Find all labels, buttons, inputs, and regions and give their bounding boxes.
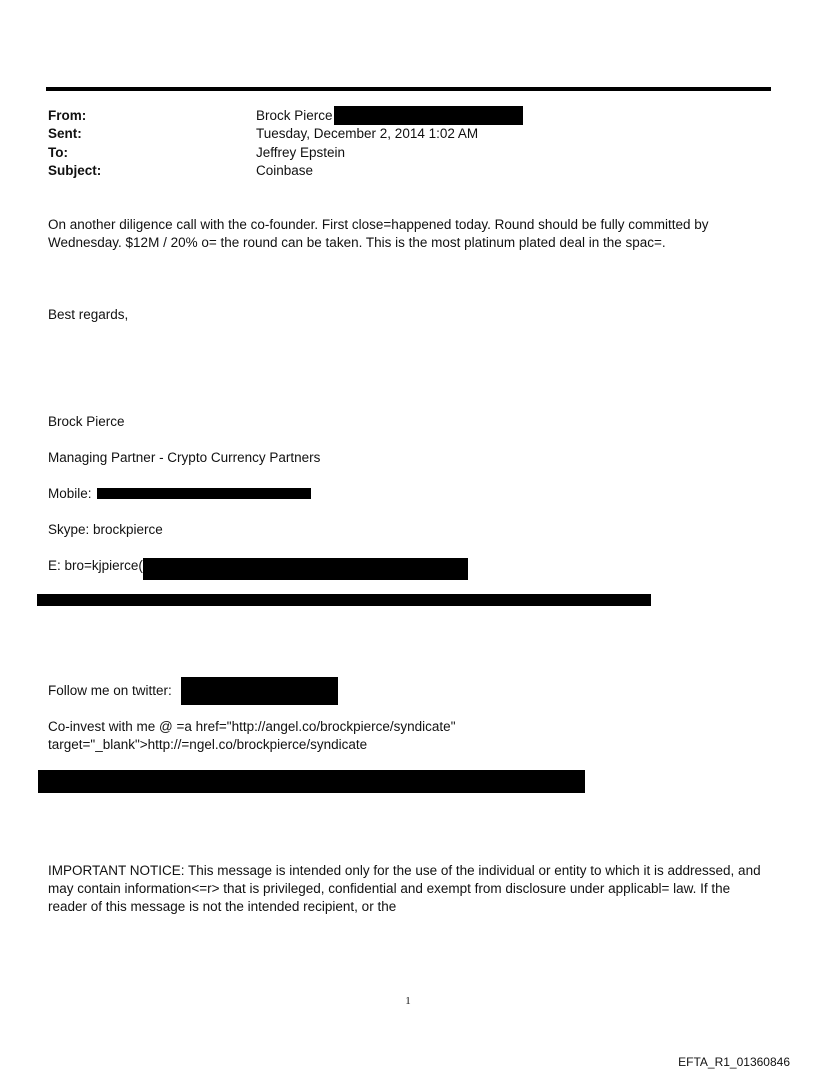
body-paragraph: On another diligence call with the co-founder. First close=happened today. Round should be fully committed by Wednesday. $12M / 20% o= the round can be taken. This is the most platinum plated deal in the spac=.: [48, 217, 709, 250]
bates-number: EFTA_R1_01360846: [678, 1055, 790, 1069]
header-rule: [46, 87, 771, 91]
from-value: Brock Pierce: [256, 108, 333, 123]
skype-line: Skype: brockpierce: [48, 522, 163, 537]
mobile-label: Mobile:: [48, 486, 92, 501]
twitter-label: Follow me on twitter:: [48, 683, 172, 698]
to-value: Jeffrey Epstein: [256, 145, 346, 160]
sent-value: Tuesday, December 2, 2014 1:02 AM: [256, 126, 479, 141]
redaction-email: [143, 558, 468, 580]
closing-line: Best regards,: [48, 307, 129, 322]
to-label: To:: [48, 145, 68, 160]
from-label: From:: [48, 108, 87, 123]
important-notice: IMPORTANT NOTICE: This message is intended only for the use of the individual or entity to which it is addressed, and may contain information<=r> that is privileged, confidential and exempt from disclosure under applicabl= law. If the reader of this message is not the intended recipient, or the: [48, 863, 761, 914]
signature-name: Brock Pierce: [48, 414, 125, 429]
subject-value: Coinbase: [256, 163, 314, 178]
signature-title: Managing Partner - Crypto Currency Partners: [48, 450, 321, 465]
subject-label: Subject:: [48, 163, 102, 178]
redaction-links-line: [37, 594, 651, 606]
redaction-mobile: [97, 488, 311, 499]
redaction-block: [38, 770, 585, 793]
redaction-from-email: [334, 106, 523, 125]
coinvest-line-1: Co-invest with me @ =a href="http://angel.co/brockpierce/syndicate": [48, 719, 456, 734]
sent-label: Sent:: [48, 126, 82, 141]
page-number: 1: [405, 995, 411, 1007]
email-line: E: bro=kjpierce(: [48, 558, 143, 573]
redaction-twitter: [181, 677, 338, 705]
coinvest-line-2: target="_blank">http://=ngel.co/brockpierce/syndicate: [48, 737, 368, 752]
